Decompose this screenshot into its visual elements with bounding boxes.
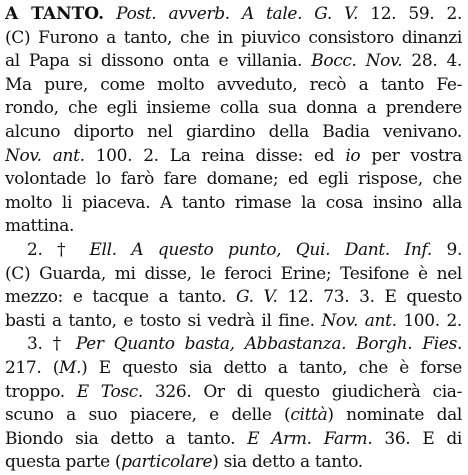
dictionary-entry-a-tanto [5, 3, 462, 475]
text: 9. [431, 239, 462, 260]
entry-line [5, 3, 462, 27]
text: 3. † [27, 334, 76, 355]
text: al Papa si dissono onta e villania. [5, 51, 312, 72]
text: molto li piaceva. A tanto rimase la cosa insino alla [5, 192, 462, 213]
entry-line [5, 286, 462, 310]
entry-line [5, 145, 462, 169]
text: rondo, che egli insieme colla sua donna a prendere [5, 98, 462, 119]
text: ) sia detto a tanto. [212, 452, 363, 473]
italic-text: Ell. A questo punto, Qui. Dant. Inf. [89, 239, 432, 260]
text: 100. 2. [396, 310, 462, 331]
text: 12. 59. 2. [358, 4, 462, 24]
text: 36. E di [372, 428, 462, 449]
entry-line [5, 428, 462, 452]
text: troppo. [5, 381, 77, 402]
text: 28. 4. [402, 51, 462, 72]
text [104, 4, 116, 24]
text: Ma pure, come molto avveduto, recò a tanto Fe- [5, 74, 462, 95]
italic-text: Per Quanto basta, Abbastanza. Borgh. Fies. [75, 334, 462, 355]
text: mattina. [5, 216, 75, 237]
text: (C) Guarda, mi disse, le feroci Erine; Tesifone è nel [5, 263, 462, 284]
text: 2. † [27, 239, 90, 260]
text: basti a tanto, e tosto si vedrà il fine. [5, 310, 322, 331]
entry-line [5, 333, 462, 357]
entry-line [5, 121, 462, 145]
italic-text: Nov. ant. [321, 310, 397, 331]
entry-line [5, 97, 462, 121]
italic-text: G. V. [236, 287, 278, 308]
text: per vostra [360, 145, 462, 166]
text: ) nominate dal [327, 405, 462, 426]
text: mezzo: e tacque a tanto. [5, 287, 237, 308]
italic-text: particolare [121, 452, 213, 473]
text: 217. ( [5, 357, 60, 378]
italic-text: M. [59, 357, 82, 378]
headword: A TANTO. [5, 4, 105, 24]
entry-line [5, 239, 462, 263]
entry-line [5, 27, 462, 51]
italic-text: Post. avverb. A tale. G. V. [116, 4, 359, 24]
entry-line [5, 381, 462, 405]
text: ) E questo sia detto a tanto, che è forse [81, 357, 462, 378]
entry-line [5, 168, 462, 192]
entry-line [5, 74, 462, 98]
text: 326. Or di questo giudicherà cia- [142, 381, 462, 402]
italic-text: Bocc. Nov. [311, 51, 403, 72]
italic-text: io [345, 145, 361, 166]
text: 12. 73. 3. E questo [277, 287, 462, 308]
italic-text: E Arm. Farm. [247, 428, 373, 449]
entry-line [5, 215, 462, 239]
entry-line [5, 404, 462, 428]
text: 100. 2. La reina disse: ed [84, 145, 346, 166]
entry-line [5, 310, 462, 334]
entry-line [5, 451, 462, 475]
text: alcuno diporto nel giardino della Badia venivano. [5, 121, 462, 142]
text: volontade lo farò fare domane; ed egli rispose, che [5, 169, 462, 190]
entry-line [5, 192, 462, 216]
entry-line [5, 357, 462, 381]
text: Biondo sia detto a tanto. [5, 428, 248, 449]
italic-text: E Tosc. [76, 381, 143, 402]
text: (C) Furono a tanto, che in piuvico consistoro dinanzi [5, 27, 462, 48]
italic-text: Nov. ant. [5, 145, 85, 166]
text: questa parte ( [5, 452, 122, 473]
text: scuno a suo piacere, e delle ( [5, 405, 291, 426]
italic-text: città [290, 405, 328, 426]
entry-line [5, 263, 462, 287]
entry-line [5, 50, 462, 74]
